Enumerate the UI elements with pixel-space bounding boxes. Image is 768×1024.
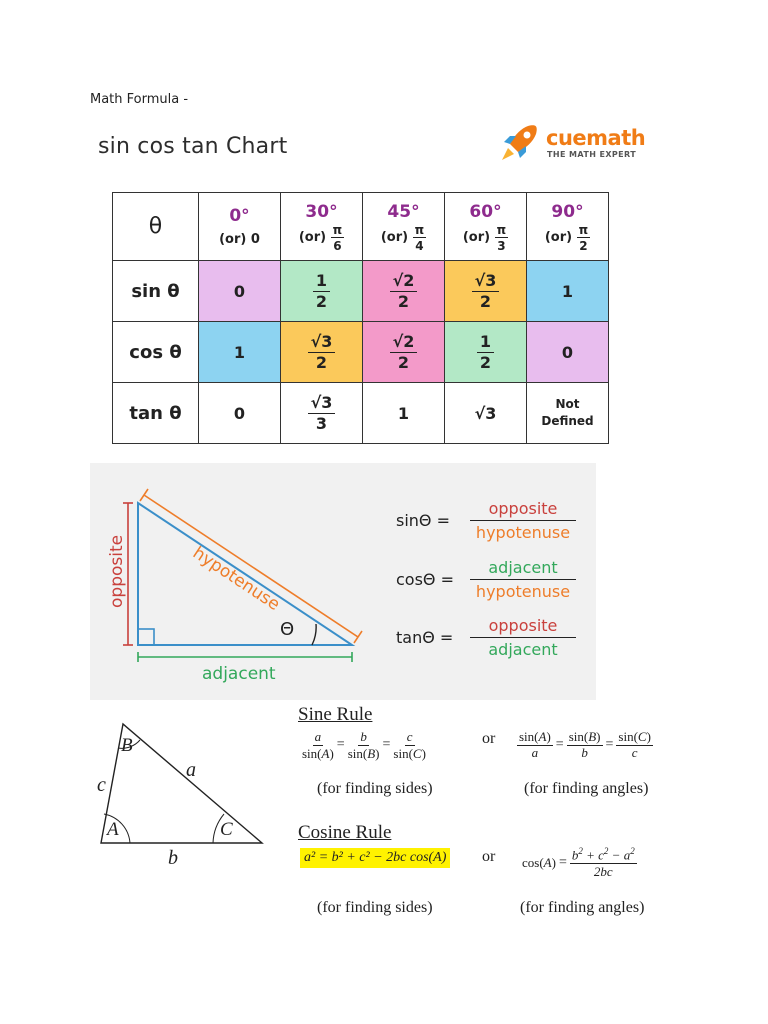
vertex-c-label: C bbox=[220, 819, 233, 840]
table-cell: 1 bbox=[363, 383, 445, 444]
angles-note: (for finding angles) bbox=[520, 899, 645, 916]
side-a-label: a bbox=[186, 759, 196, 781]
table-header-row bbox=[113, 193, 609, 261]
table-row-tan bbox=[113, 383, 609, 444]
angle-header: 30° (or) π 6 bbox=[281, 193, 363, 261]
hypotenuse-label: hypotenuse bbox=[188, 543, 284, 615]
theta-angle-label: Θ bbox=[280, 619, 295, 640]
side-b-label: b bbox=[168, 847, 178, 869]
cos-definition: cosΘ = $\frac{\text{adjacent}}{\text{hypotenuse}}$ bbox=[396, 558, 576, 601]
chart-title: sin cos tan Chart bbox=[98, 134, 288, 159]
table-cell: 0 bbox=[199, 383, 281, 444]
vertex-b-label: B bbox=[121, 735, 133, 756]
angle-header: 0° (or) 0 bbox=[199, 193, 281, 261]
table-row-sin bbox=[113, 261, 609, 322]
table-cell: $\frac{1}{2}$ bbox=[281, 261, 363, 322]
sin-definition: sinΘ = $\frac{\text{opposite}}{\text{hypotenuse}}$ bbox=[396, 499, 576, 542]
side-c-label: c bbox=[97, 774, 106, 796]
table-cell: 1 bbox=[199, 322, 281, 383]
table-row-cos bbox=[113, 322, 609, 383]
row-label: tan θ bbox=[113, 383, 199, 444]
cosine-rule-sides-formula: a² = b² + c² − 2bc cos(A) bbox=[300, 848, 450, 868]
or-label: or bbox=[482, 730, 496, 747]
oblique-triangle-diagram bbox=[90, 702, 280, 872]
table-cell: $\frac{√3}{2}$ bbox=[445, 261, 527, 322]
logo-wordmark: cuemath bbox=[546, 126, 646, 150]
cosine-rule-title: Cosine Rule bbox=[298, 822, 392, 843]
table-cell: $\frac{1}{2}$ bbox=[445, 322, 527, 383]
table-cell: 1 bbox=[527, 261, 609, 322]
or-label: or bbox=[482, 848, 496, 865]
logo-tagline: THE MATH EXPERT bbox=[547, 150, 637, 159]
angle-header: 60° (or) π 3 bbox=[445, 193, 527, 261]
sine-rule-sides: $\frac{a}{\sin(A)}$ = $\frac{b}{\sin(B)}$ = $\frac{c}{\sin(C)}$ bbox=[302, 729, 426, 761]
table-cell: Not Defined bbox=[527, 383, 609, 444]
table-cell: $\frac{√2}{2}$ bbox=[363, 322, 445, 383]
table-cell: $\frac{√3}{2}$ bbox=[281, 322, 363, 383]
right-triangle-panel bbox=[90, 463, 596, 700]
table-cell: √3 bbox=[445, 383, 527, 444]
table-cell: $\frac{√3}{3}$ bbox=[281, 383, 363, 444]
rocket-icon bbox=[498, 120, 542, 164]
cuemath-logo bbox=[498, 120, 648, 164]
table-cell: $\frac{√2}{2}$ bbox=[363, 261, 445, 322]
angles-note: (for finding angles) bbox=[524, 780, 649, 797]
row-label: cos θ bbox=[113, 322, 199, 383]
cosine-rule-angles-formula: cos(A) = $\frac{b^2 + c^2 - a^2}{2bc}$ bbox=[522, 846, 635, 879]
table-cell: 0 bbox=[527, 322, 609, 383]
sine-cosine-rules bbox=[90, 702, 680, 932]
row-label: sin θ bbox=[113, 261, 199, 322]
trig-values-table bbox=[112, 192, 609, 444]
opposite-label: opposite bbox=[107, 534, 127, 608]
sine-rule-title: Sine Rule bbox=[298, 704, 373, 725]
page-heading: Math Formula - bbox=[90, 92, 189, 107]
theta-header: θ bbox=[113, 193, 199, 261]
adjacent-label: adjacent bbox=[202, 664, 276, 684]
sides-note: (for finding sides) bbox=[317, 780, 433, 797]
sides-note: (for finding sides) bbox=[317, 899, 433, 916]
table-cell: 0 bbox=[199, 261, 281, 322]
angle-header: 90° (or) π 2 bbox=[527, 193, 609, 261]
angle-header: 45° (or) π 4 bbox=[363, 193, 445, 261]
sine-rule-angles: $\frac{\sin(A)}{a}$ = $\frac{\sin(B)}{b}$ = $\frac{\sin(C)}{c}$ bbox=[519, 729, 651, 760]
tan-definition: tanΘ = $\frac{\text{opposite}}{\text{adjacent}}$ bbox=[396, 616, 576, 659]
vertex-a-label: A bbox=[107, 819, 119, 840]
